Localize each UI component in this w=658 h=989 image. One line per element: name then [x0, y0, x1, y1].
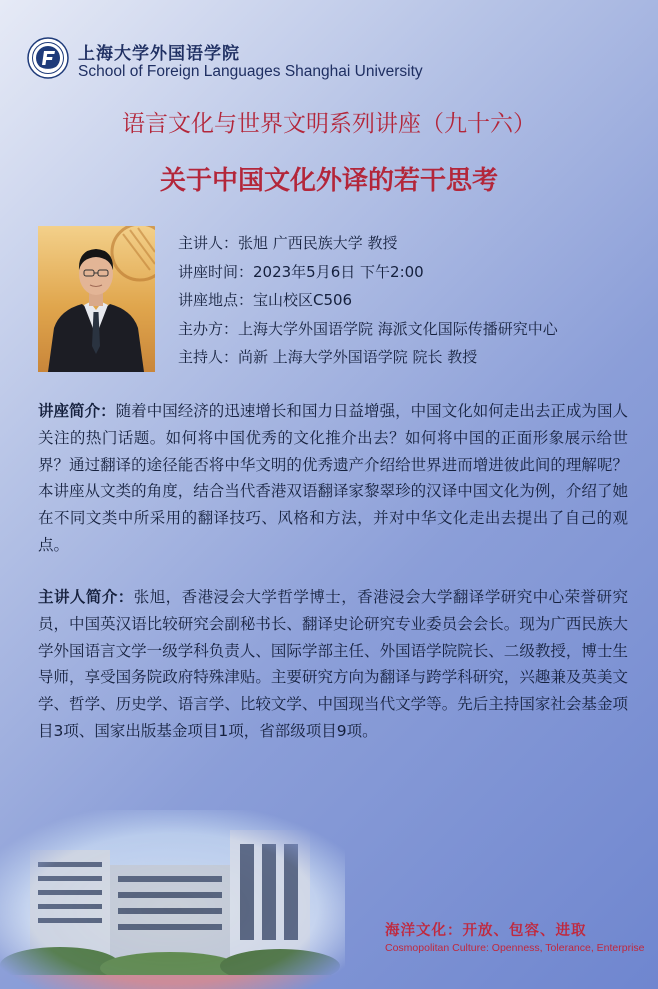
bio-text: 张旭，香港浸会大学哲学博士，香港浸会大学翻译学研究中心荣誉研究员，中国英汉语比较研究会副秘书长、翻译史论研究专业委员会会长。现为广西民族大学外国语言文学一级学科负责人、国际学部主任、外国语学院院长、二级教授，博士生导师，享受国务院政府特殊津贴。主要研究方向为翻译与跨学科研究，兴趣兼及英美文学、哲学、历史学、语言学、比较文学、中国现当代文学等。先后主持国家社会基金项目3项、国家出版基金项目1项，省部级项目9项。: [38, 588, 628, 740]
organizer-line: 主办方：上海大学外国语学院 海派文化国际传播研究中心: [178, 319, 558, 338]
time-line: 讲座时间：2023年5月6日 下午2:00: [178, 262, 424, 281]
school-name-chinese: 上海大学外国语学院: [78, 44, 240, 64]
lecture-introduction: [38, 398, 628, 559]
host-line: 主持人：尚新 上海大学外国语学院 院长 教授: [178, 348, 478, 366]
location-line: 讲座地点：宝山校区C506: [178, 291, 353, 309]
lecture-title: 关于中国文化外译的若干思考: [159, 166, 498, 196]
motto-chinese: 海洋文化：开放、包容、进取: [385, 922, 587, 939]
lecture-series-title: 语言文化与世界文明系列讲座（九十六）: [122, 111, 536, 137]
lecture-info: [178, 229, 558, 372]
school-name-english: School of Foreign Languages Shanghai University: [78, 63, 423, 80]
university-logo-icon: [27, 37, 69, 79]
intro-text: 随着中国经济的迅速增长和国力日益增强，中国文化如何走出去正成为国人关注的热门话题。如何将中国优秀的文化推介出去？如何将中国的正面形象展示给世界？通过翻译的途径能否将中华文明的优秀遗产介绍给世界进而增进彼此间的理解呢？本讲座从文类的角度，结合当代香港双语翻译家黎翠珍的汉译中国文化为例，介绍了她在不同文类中所采用的翻译技巧、风格和方法，并对中华文化走出去提出了自己的观点。: [38, 402, 628, 554]
speaker-portrait-illustration: [38, 226, 155, 372]
speaker-biography: [38, 584, 628, 745]
campus-building-photo: [0, 810, 345, 989]
speaker-line: 主讲人：张旭 广西民族大学 教授: [178, 234, 398, 252]
intro-label: 讲座简介：: [38, 402, 116, 420]
bio-label: 主讲人简介：: [38, 588, 134, 606]
motto-english: Cosmopolitan Culture: Openness, Tolerance, Enterprise: [385, 942, 645, 954]
speaker-photo: [38, 226, 155, 372]
